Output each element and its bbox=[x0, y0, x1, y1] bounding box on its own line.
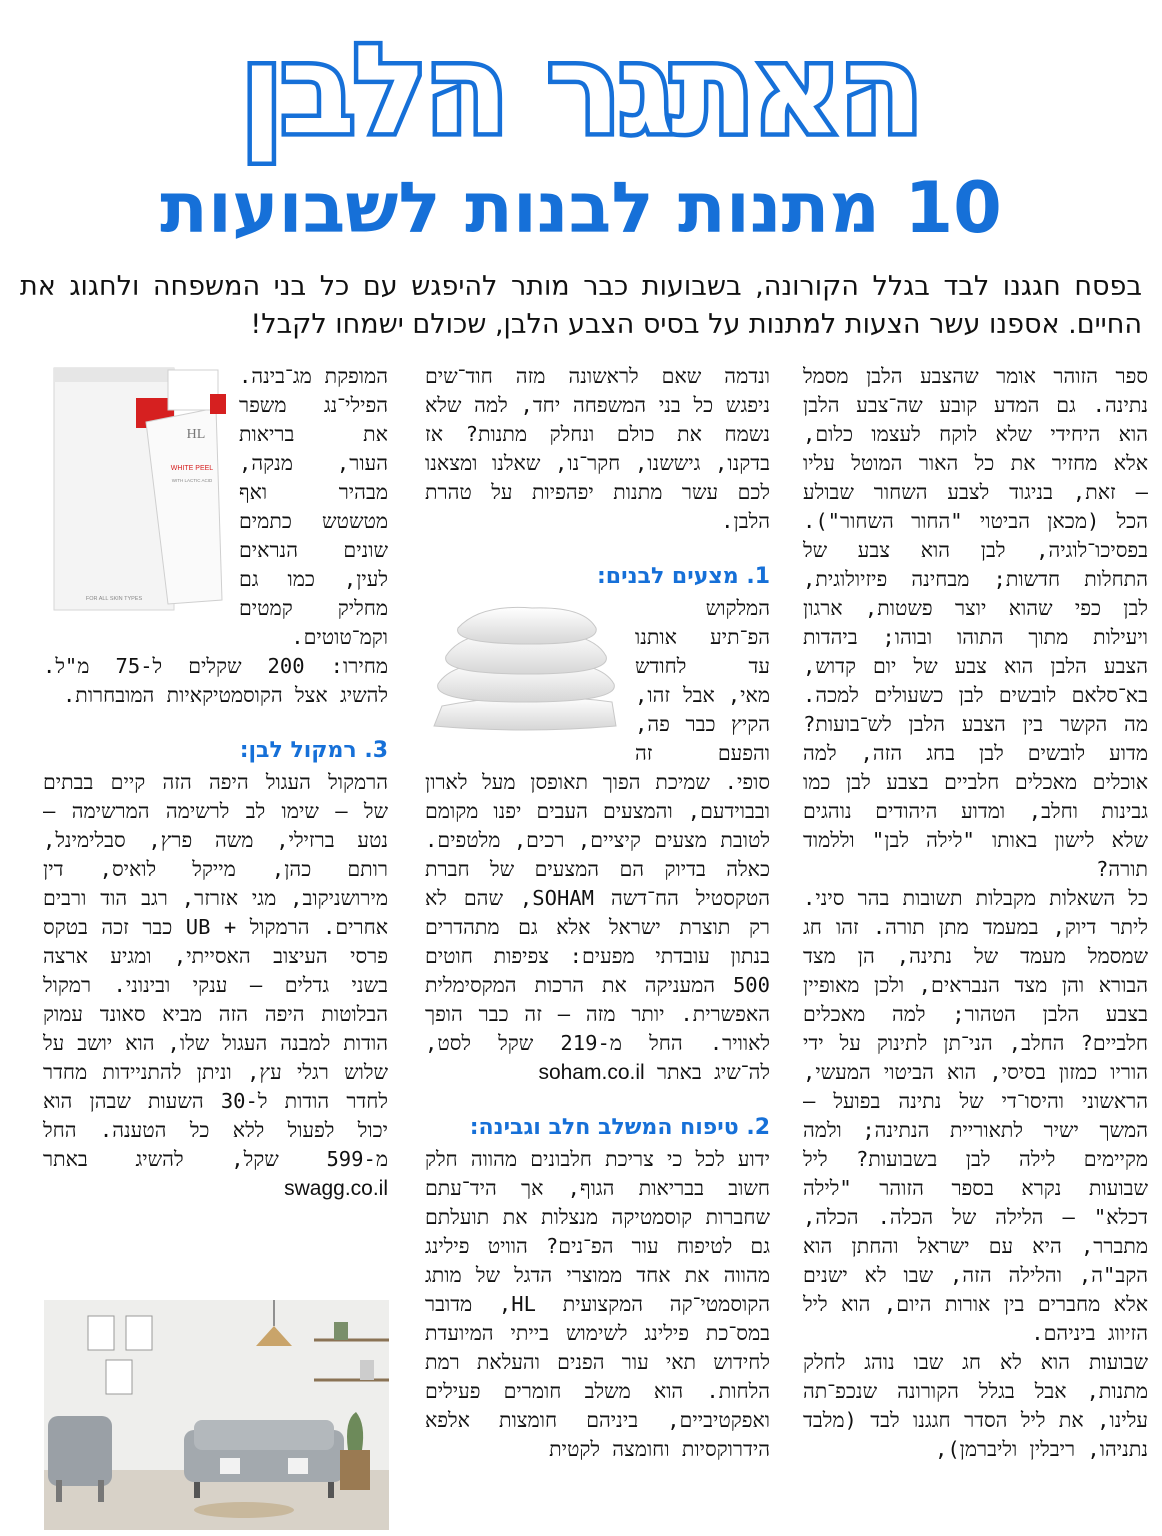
section-heading-speaker: 3. רמקול לבן: bbox=[239, 738, 388, 763]
lead-paragraph: בפסח חגגנו לבד בגלל הקורונה, בשבועות כבר מותר להיפגש עם כל בני המשפחה ולחגוג את החיים. אספנו עשר הצעות למתנות על בסיס הצבע הלבן, שכולם ישמחו לקבל! bbox=[20, 271, 1142, 340]
paragraph bbox=[43, 768, 388, 1203]
section-heading-bedding: 1. מצעים לבנים: bbox=[596, 564, 770, 589]
link-soham[interactable]: soham.co.il bbox=[538, 1061, 645, 1084]
box-text: FOR ALL SKIN TYPES bbox=[85, 596, 143, 602]
article-column-1 bbox=[803, 362, 1148, 1532]
link-swagg[interactable]: swagg.co.il bbox=[284, 1177, 388, 1200]
headline: האתגר הלבן bbox=[240, 19, 922, 161]
brand-logo-text: HL bbox=[186, 427, 206, 442]
skincare-continued: המופקת מג־בינה. הפילי־נג משפר את בריאות העור, מנקה, מבהיר ואף מטשטש כתמים שונים הנראים לעין, כמו גם מחליק קמטים וקמ־טוטים. מחירו: 200 שקלים ל-75 מ"ל. להשיג אצל הקוסמטיקאיות המובחרות. bbox=[43, 364, 388, 707]
product-sub-text: WITH LACTIC ACID bbox=[171, 478, 213, 483]
product-name-text: WHITE PEEL bbox=[170, 465, 214, 472]
article-column-2 bbox=[425, 362, 770, 1532]
section-heading-skincare: 2. טיפוח המשלב חלב וגבינה: bbox=[469, 1115, 770, 1140]
speaker-text: הרמקול העגול היפה הזה קיים בבתים של – שימו לב לרשימה המרשימה – נטע ברזילי, משה פרץ, סבלימינל, רותם כהן, מייקל לואיס, דין מירושניקוב, מגי אזרזר, רגב הוד ורבים אחרים. הרמקול + UB כבר זכה בטקס פרסי העיצוב האסייתי, ומגיע ארצה בשני גדלים – ענקי ובינוני. רמקול הבלוטות היפה הזה מביא סאונד עמוק הודות למבנה העגול שלו, הוא יושב על שלוש רגלי עץ, וניתן להתניידות מחדר לחדר הודות ל-30 השעות שבהן הוא יכול לפעול ללא כל הטענה. החל מ-599 שקל, להשיג באתר bbox=[43, 770, 388, 1171]
paragraph: ספר הזוהר אומר שהצבע הלבן מסמל נתינה. גם המדע קובע שה־צבע הלבן הוא היחידי שלא לוקח לעצמו כלום, אלא מחזיר את כל האור המוטל עליו – זאת, בניגוד לצבע השחור שבולע הכל (מכאן הביטוי "החור השחור"). בפסיכו־לוגיה, לבן הוא צבע של התחלות חדשות; מבחינה פיזיולוגית, לבן כפי שהוא יוצר פשטות, ארגון ויעילות מתוך התוהו ובוהו; ביהדות הצבע הלבן הוא צבע של יום קדוש, בא־סלאם לובשים לבן כשעולים למכה. מה הקשר בין הצבע הלבן לש־בועות? מדוע לובשים לבן בחג הזה, למה אוכלים מאכלים חלביים בצבע לבן כמו גבינות וחלב, ומדוע היהודים נוהגים שלא לישון באותו "לילה לבן" וללמוד תורה? bbox=[803, 364, 1148, 881]
bedding-text: המלקוש הפ־תיע אותנו עד לחודש מאי, אבל זהו, הקיץ כבר פה, והפעם זה סופי. שמיכת הפוך תאופסן מעל לארון ובבוידעם, והמצעים העבים יפנו מקומם לטובת מצעים קיציים, רכים, מלטפים. כאלה בדיוק הם המצעים של חברת הטקסטיל הח־דשה SOHAM, שהם לא רק תוצרת ישראל אלא גם מתהדרים בנתון עובדתי מפעים: צפיפות חוטים 500 המעניקה את הרכות המקסימלית האפשרית. יותר מזה – זה כבר הופך לאוויר. החל מ-219 שקל לסט, לה־שיג באתר bbox=[425, 596, 770, 1084]
white-peel-product-image bbox=[46, 364, 232, 614]
subheadline: 10 מתנות לבנות לשבועות bbox=[160, 167, 1002, 249]
paragraph: ונדמה שאם לראשונה מזה חוד־שים ניפגש כל בני המשפחה יחד, למה שלא נשמח את כולם ונחלק מתנות? אז בדקנו, גיששנו, חקר־נו, שאלנו ומצאנו לכם עשר מתנות יפהפיות על טהרת הלבן. bbox=[425, 364, 770, 533]
living-room-image bbox=[44, 1300, 389, 1530]
paragraph: ידוע לכל כי צריכת חלבונים מהווה חלק חשוב בבריאות הגוף, אך היד־עתם שחברות קוסמטיקה מנצלות את תועלתם גם לטיפוח עור הפ־נים? הוויט פילינג מהווה את אחד ממוצרי הדגל של מותג הקוסמטי־קה המקצועית HL, מדובר במס־כת פילינג לשימוש בייתי המיועדת לחידוש תאי עור הפנים והעלאת רמת הלחות. הוא משלב חומרים פעילים ואפקטיביים, ביניהם חומצות אלפא הידרוקסיות וחומצה לקטית bbox=[425, 1147, 770, 1461]
paragraph: כל השאלות מקבלות תשובות בהר סיני. ליתר דיוק, במעמד מתן תורה. זהו חג שמסמל מעמד של נתינה, הן מצד הבורא והן מצד הנבראים, ולכן מאופיין בצבע הלבן הטהור; למה מאכלים חלביים? החלב, הני־תן לתינוק על ידי הוריו כמזון בסיסי, הוא הביטוי המעשי, הראשוני והיסו־די של נתינה בפועל – המשך ישיר לתאוריית הנתינה; ולמה מקיימים לילה לבן בשבועות? ליל שבועות נקרא בספר הזוהר "לילה דכלא" – הלילה של הכלה. הכלה, מתברר, היא עם ישראל והחתן הוא הקב"ה, והלילה הזה, שבו לא ישנים אלא מחברים בין אורות היום, הוא ליל הזיווג ביניהם. bbox=[803, 886, 1148, 1345]
pillows-image bbox=[424, 598, 624, 733]
paragraph: שבועות הוא לא חג שבו נוהג לחלק מתנות, אבל בגלל הקורונה שנכפ־תה עלינו, את ליל הסדר חגגנו לבד (מלבד נתניהו, ריבלין וליברמן), bbox=[803, 1350, 1148, 1461]
